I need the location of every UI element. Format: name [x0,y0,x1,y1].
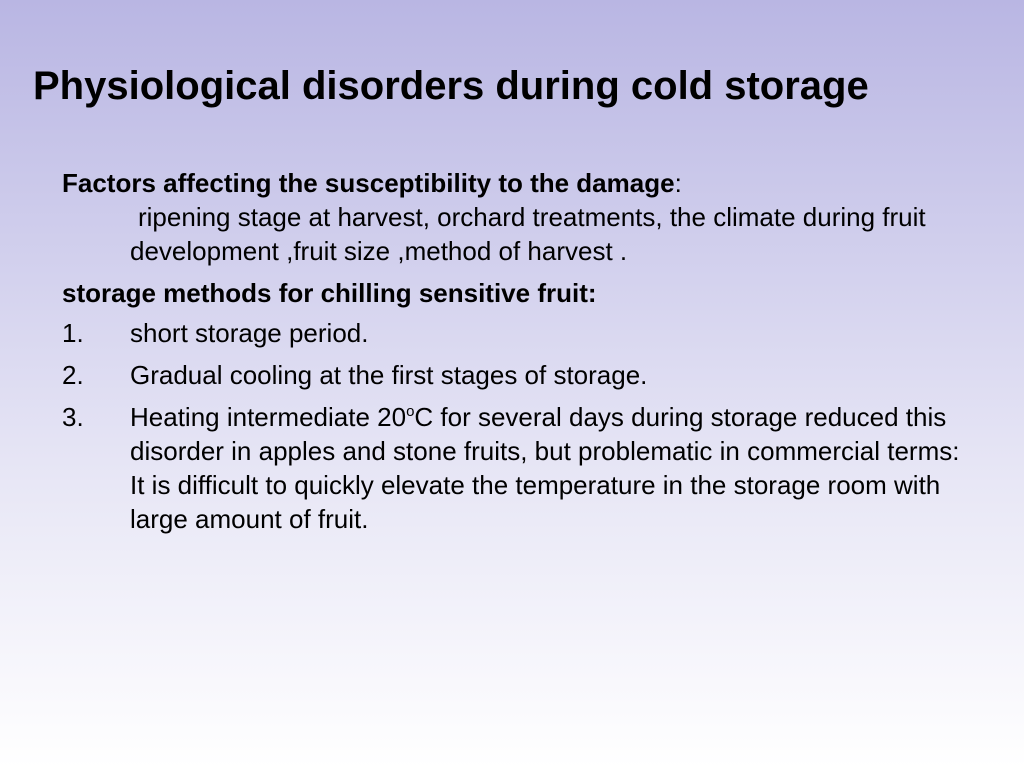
degree-superscript: o [406,403,415,420]
heating-note: It is difficult to quickly elevate the temperature in the storage room with large amount of fruit. [130,470,941,534]
storage-methods-heading: storage methods for chilling sensitive fruit: [62,278,597,308]
list-item [62,400,970,536]
storage-methods-list [62,316,982,536]
list-item [62,316,970,350]
heating-text-start: Heating intermediate 20 [130,402,407,432]
heating-text-end: C for several days during storage reduced this disorder in apples and stone fruits, but problematic in commercial terms: [130,402,960,466]
factors-paragraph [62,166,982,200]
factors-colon: : [674,168,682,198]
list-item-text [130,400,970,468]
slide-body [62,166,982,544]
list-item-number: 3. [62,402,84,432]
slide-title: Physiological disorders during cold storage [33,64,869,108]
list-item-number: 1. [62,318,84,348]
factors-heading: Factors affecting the susceptibility to the damage [62,168,675,198]
list-item-text: Gradual cooling at the first stages of storage. [130,360,648,390]
list-item-number: 2. [62,360,84,390]
list-item-text: short storage period. [130,318,369,348]
factors-text: ripening stage at harvest, orchard treatments, the climate during fruit development ,fruit size ,method of harvest . [130,202,926,266]
list-item [62,358,970,392]
